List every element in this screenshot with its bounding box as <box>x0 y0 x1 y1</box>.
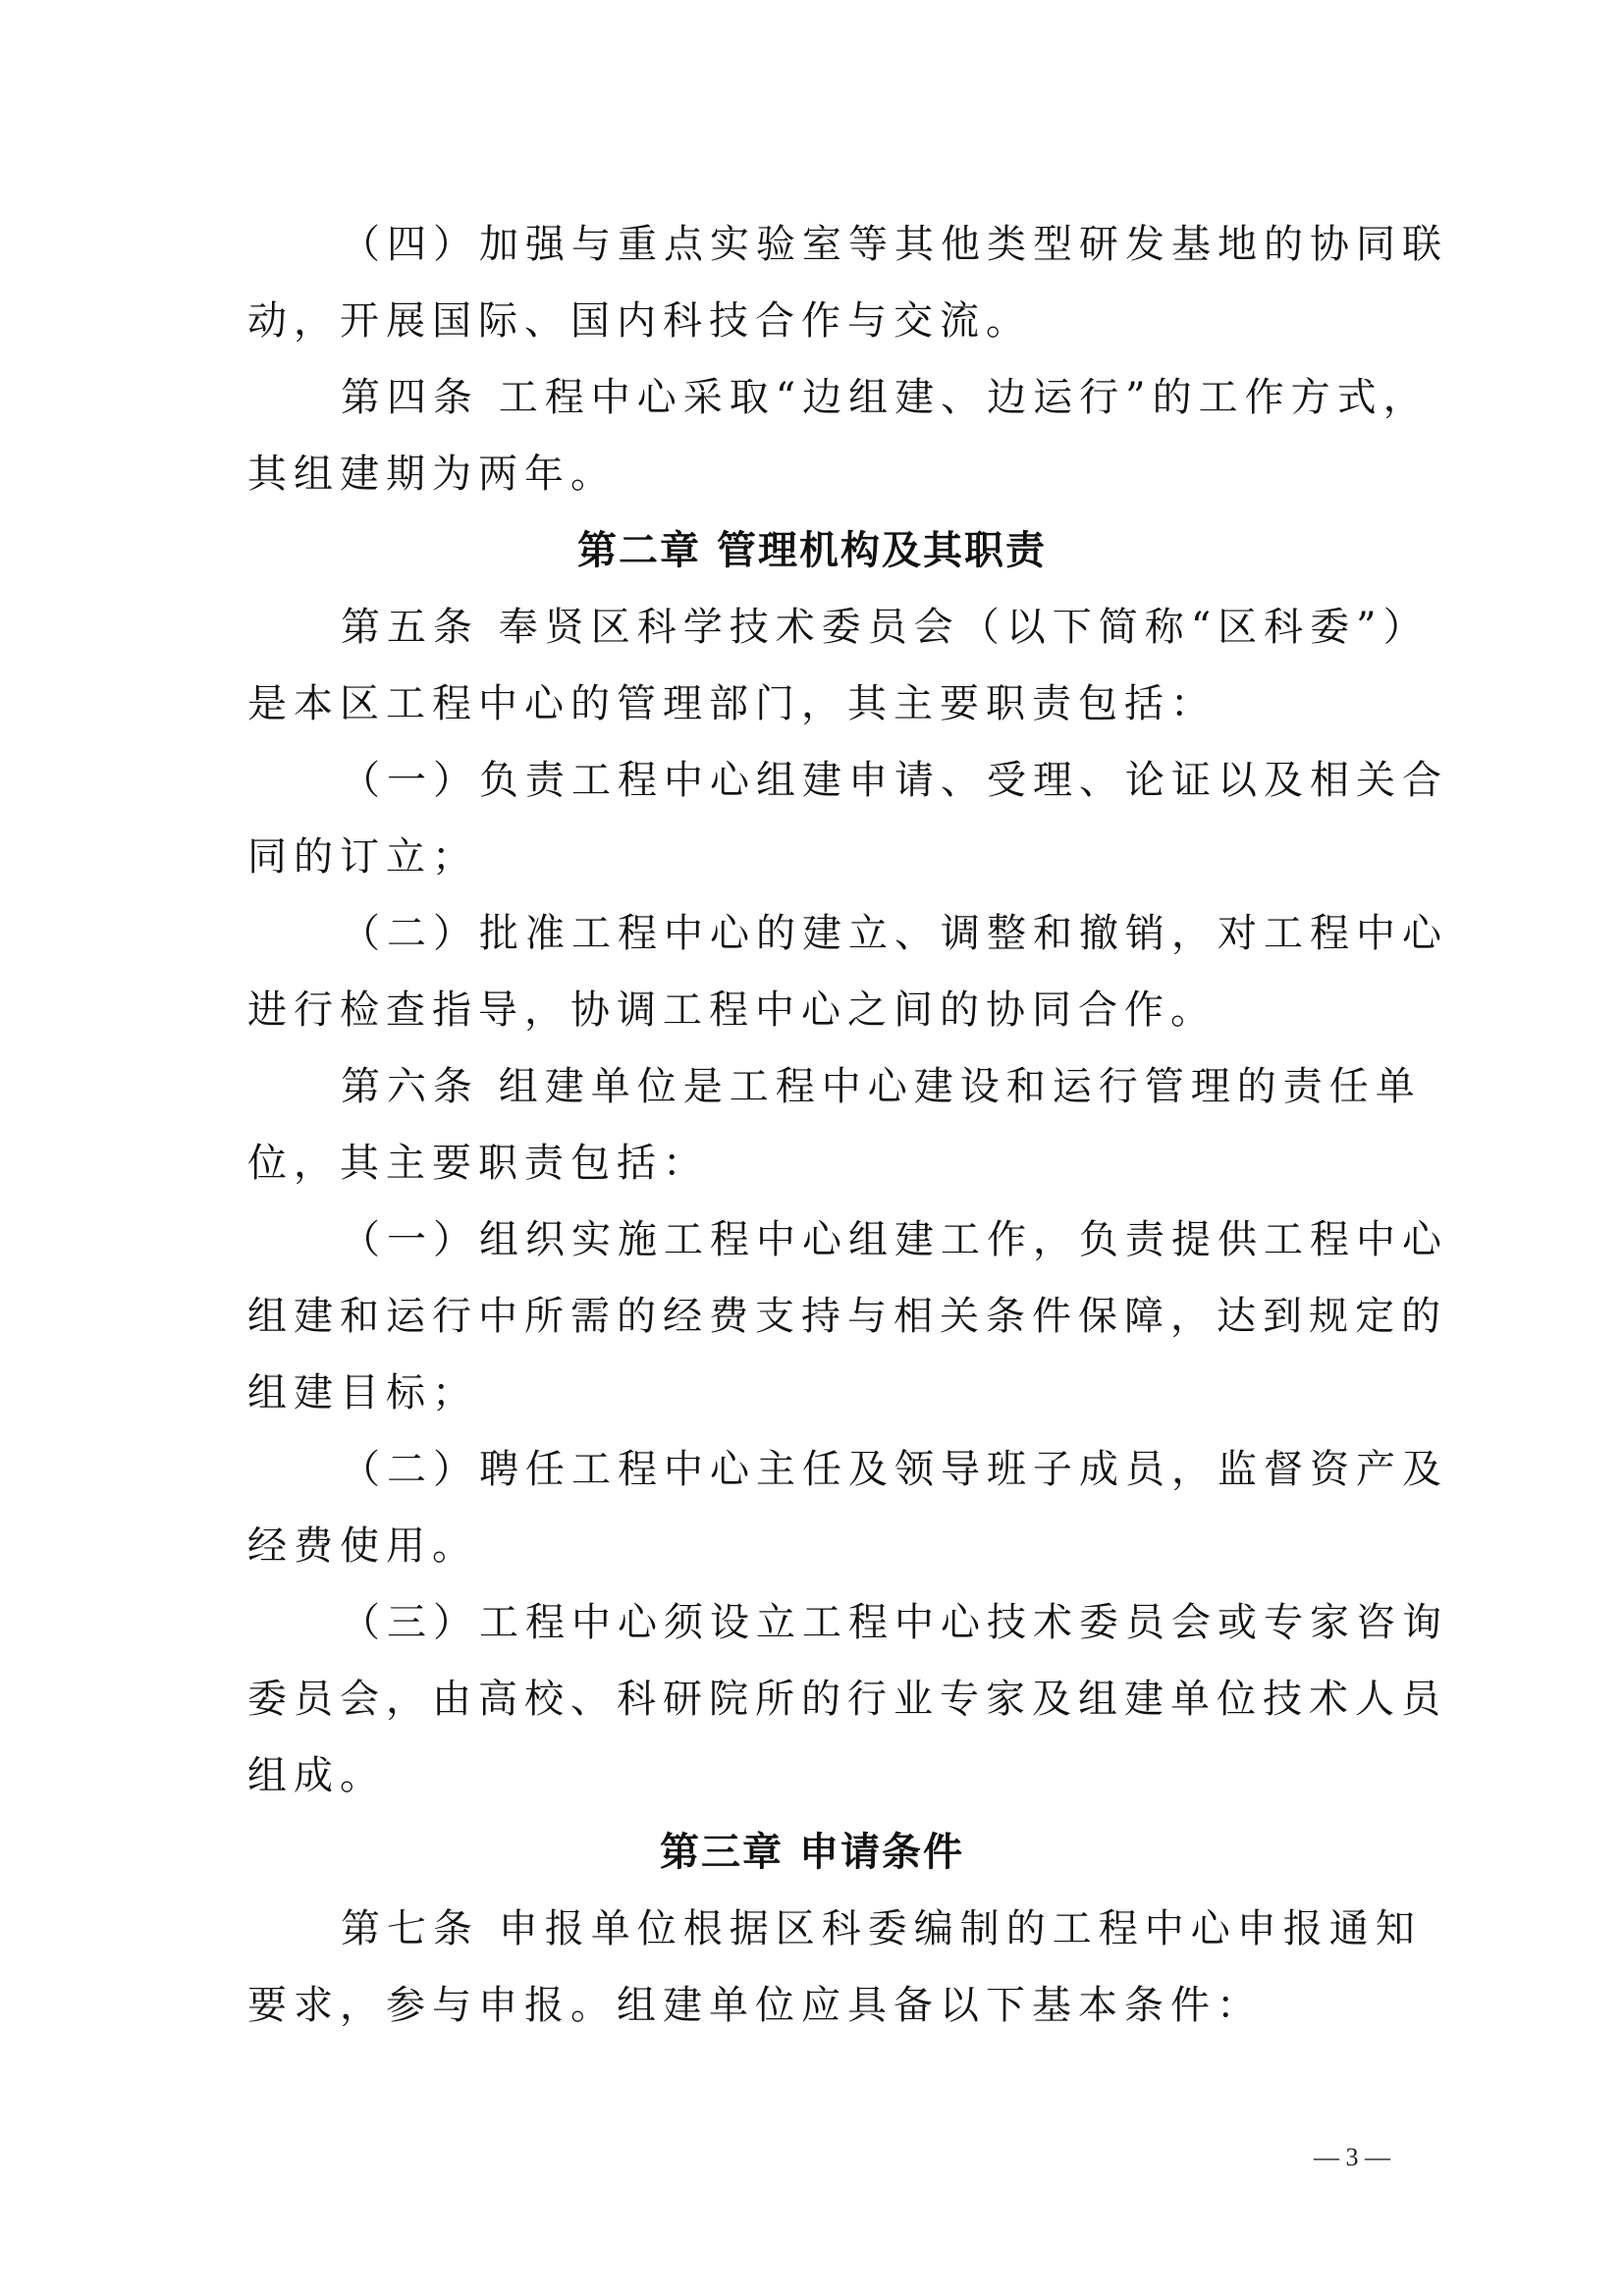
paragraph-line: 动，开展国际、国内科技合作与交流。 <box>247 298 1032 344</box>
chapter-heading: 第三章 申请条件 <box>660 1830 964 1875</box>
paragraph-line: 组建目标； <box>247 1370 478 1415</box>
paragraph-line: （三）工程中心须设立工程中心技术委员会或专家咨询 <box>341 1600 1448 1645</box>
paragraph-line: 同的订立； <box>247 834 478 880</box>
chapter-heading: 第二章 管理机构及其职责 <box>577 528 1047 573</box>
paragraph-line: 是本区工程中心的管理部门，其主要职责包括： <box>247 681 1217 726</box>
paragraph-line: 第五条 奉贤区科学技术委员会（以下简称“区科委”） <box>341 605 1430 650</box>
paragraph-line: 要求，参与申报。组建单位应具备以下基本条件： <box>247 1983 1263 2028</box>
paragraph-line: （二）聘任工程中心主任及领导班子成员，监督资产及 <box>341 1447 1448 1492</box>
paragraph-line: 第四条 工程中心采取“边组建、边运行”的工作方式， <box>341 375 1430 420</box>
paragraph-line: 委员会，由高校、科研院所的行业专家及组建单位技术人员 <box>247 1677 1447 1722</box>
paragraph-line: 第七条 申报单位根据区科委编制的工程中心申报通知 <box>341 1906 1422 1951</box>
paragraph-line: 第六条 组建单位是工程中心建设和运行管理的责任单 <box>341 1064 1422 1109</box>
paragraph-line: 经费使用。 <box>247 1523 478 1569</box>
page-number: — 3 — <box>1314 2143 1390 2171</box>
paragraph-line: 进行检查指导，协调工程中心之间的协同合作。 <box>247 988 1217 1033</box>
paragraph-line: 其组建期为两年。 <box>247 452 617 497</box>
paragraph-line: 组成。 <box>247 1753 386 1798</box>
paragraph-line: （二）批准工程中心的建立、调整和撤销，对工程中心 <box>341 911 1448 956</box>
paragraph-line: （一）负责工程中心组建申请、受理、论证以及相关合 <box>341 758 1448 803</box>
paragraph-line: 组建和运行中所需的经费支持与相关条件保障，达到规定的 <box>247 1294 1447 1339</box>
paragraph-line: （一）组织实施工程中心组建工作，负责提供工程中心 <box>341 1217 1448 1262</box>
paragraph-line: 位，其主要职责包括： <box>247 1141 709 1186</box>
paragraph-line: （四）加强与重点实验室等其他类型研发基地的协同联 <box>341 222 1448 267</box>
